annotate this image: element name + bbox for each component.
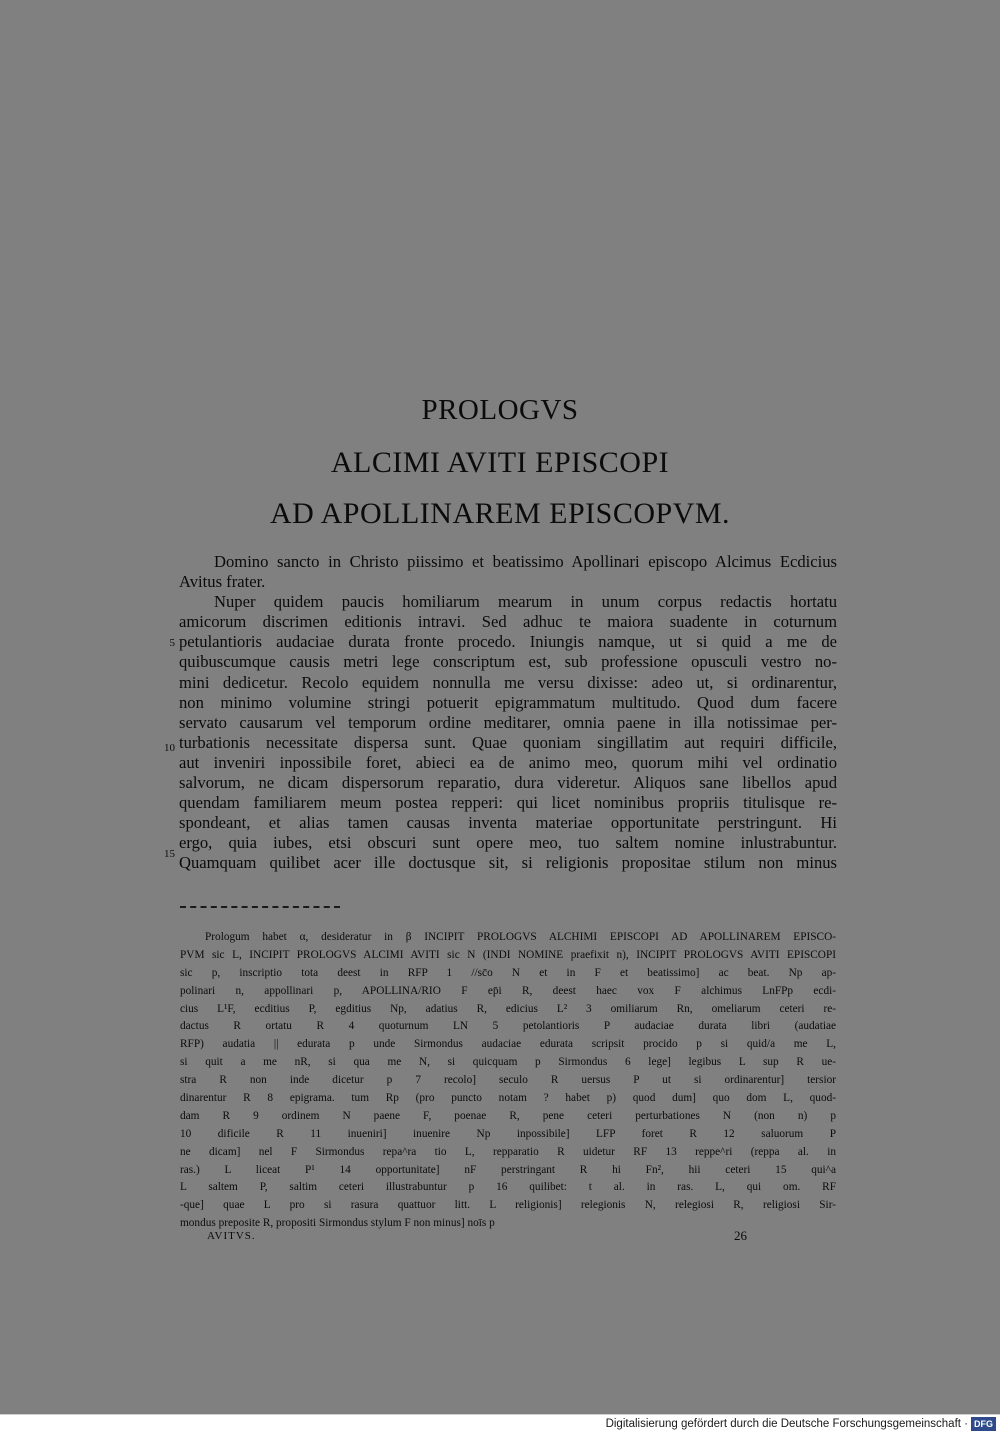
body-line: quendam familiarem meum postea repperi: qui licet nominibus propriis titulisque re-	[179, 793, 837, 813]
body-line: servato causarum vel temporum ordine meditarer, omnia paene in illa notissimae per-	[179, 712, 837, 732]
apparatus-line: PVM sic L, INCIPIT PROLOGVS ALCIMI AVITI sic N (INDI NOMINE praefixit n), INCIPIT PROLOGVS AVITI EPISCOPI	[180, 948, 836, 961]
apparatus-line: 10 dificile R 11 inueniri] inuenire Np inpossibile] LFP foret R 12 saluorum P	[180, 1127, 836, 1140]
page-number: 26	[734, 1228, 747, 1243]
body-line: spondeant, et alias tamen causas inventa materiae opportunitate perstringunt. Hi	[179, 813, 837, 833]
line-number: 5	[169, 637, 175, 649]
title-line-1: PROLOGVS	[421, 394, 579, 426]
apparatus-line: polinari n, appollinari p, APOLLINA/RIO F ep̄i R, deest haec vox F alchimus LnFPp ecdi-	[180, 984, 836, 997]
critical-apparatus	[180, 929, 836, 1233]
body-text	[179, 552, 837, 874]
apparatus-line: dactus R ortatu R 4 quoturnum LN 5 petolantioris P audaciae durata libri (audatiae	[180, 1020, 836, 1033]
apparatus-line: L saltem P, saltim ceteri illustrabuntur p 16 quilibet: t al. in ras. L, qui om. RF	[180, 1181, 836, 1194]
apparatus-line: dam R 9 ordinem N paene F, poenae R, pene ceteri perturbationes N (non n) p	[180, 1109, 836, 1122]
body-line: Quamquam quilibet acer ille doctusque sit, si religionis propositae stilum non minus	[179, 853, 837, 873]
funding-banner	[0, 1414, 1000, 1435]
apparatus-line: ne dicam] nel F Sirmondus repa^ra tio L, repparatio R uidetur RF 13 reppe^ri (reppa al. in	[180, 1145, 836, 1158]
apparatus-line: -que] quae L pro si rasura quattuor litt. L religionis] relegionis N, relegiosi R, religiosi Sir-	[180, 1199, 836, 1212]
dfg-logo-icon: DFG	[971, 1417, 996, 1431]
line-number: 10	[164, 742, 175, 754]
body-line: quibuscumque causis metri lege conscriptum est, sub professione opusculi vestro no-	[179, 652, 837, 672]
body-line: ergo, quia iubes, etsi obscuri sunt opere meo, tuo saltem nomine inlustrabuntur.	[179, 833, 837, 853]
body-line: Avitus frater.	[179, 572, 266, 592]
apparatus-line: RFP) audatia || edurata p unde Sirmondus audaciae edurata scripsit procido p si quid/a me L,	[180, 1038, 836, 1051]
title-line-3: AD APOLLINAREM EPISCOPVM.	[269, 497, 731, 530]
title-line-2: ALCIMI AVITI EPISCOPI	[330, 446, 670, 479]
body-line: Domino sancto in Christo piissimo et beatissimo Apollinari episcopo Alcimus Ecdicius	[214, 552, 837, 571]
body-line: aut inveniri inpossibile foret, abieci ea de animo meo, quorum mihi vel ordinatio	[179, 752, 837, 772]
body-line: salvorum, ne dicam dispersorum reparatio, dura videretur. Aliquos sane libellos apud	[179, 773, 837, 793]
running-footer: AVITVS.	[207, 1230, 256, 1242]
body-line: mini dedicetur. Recolo equidem nonnulla me versu dixisse: adeo ut, si ordinarentur,	[179, 672, 837, 692]
apparatus-line: ras.) L liceat P¹ 14 opportunitate] nF perstringant R hi Fn², hii ceteri 15 qui^a	[180, 1163, 836, 1176]
line-number: 15	[164, 848, 175, 860]
footnote-separator	[180, 906, 340, 908]
apparatus-line: stra R non inde dicetur p 7 recolo] seculo R uersus P ut si ordinarentur] tersior	[180, 1074, 836, 1087]
body-line: turbationis necessitate dispersa sunt. Quae quoniam singillatim aut requiri difficile,	[179, 732, 837, 752]
apparatus-line: dinarentur R 8 epigrama. tum Rp (pro puncto notam ? habet p) quod dum] quo dom L, quod-	[180, 1092, 836, 1105]
body-line: petulantioris audaciae durata fronte procedo. Iniungis namque, ut si quid a me de	[179, 632, 837, 652]
apparatus-line: cius L¹F, ecditius P, egditius Np, adatius R, edicius L² 3 omiliarum Rn, omeliarum ceteri re-	[180, 1002, 836, 1015]
apparatus-line: si quit a me nR, si qua me N, si quicquam p Sirmondus 6 lege] legibus L sup R ue-	[180, 1056, 836, 1069]
apparatus-line: sic p, inscriptio tota deest in RFP 1 //sc̄o N et in F et beatissimo] ac beat. Np ap-	[180, 966, 836, 979]
funding-text: Digitalisierung gefördert durch die Deutsche Forschungsgemeinschaft ·	[605, 1418, 968, 1430]
body-line: amicorum discrimen editionis intravi. Sed adhuc te maiora suadente in coturnum	[179, 612, 837, 632]
body-line: Nuper quidem paucis homiliarum mearum in unum corpus redactis hortatu	[214, 592, 837, 612]
apparatus-line: mondus preposite R, propositi Sirmondus stylum F non minus] noīs p	[180, 1217, 495, 1230]
apparatus-line: Prologum habet α, desideratur in β INCIPIT PROLOGVS ALCHIMI EPISCOPI AD APOLLINAREM EPISCO-	[205, 931, 836, 943]
body-line: non minimo volumine stringi potuerit epigrammatum multitudo. Quod dum facere	[179, 692, 837, 712]
